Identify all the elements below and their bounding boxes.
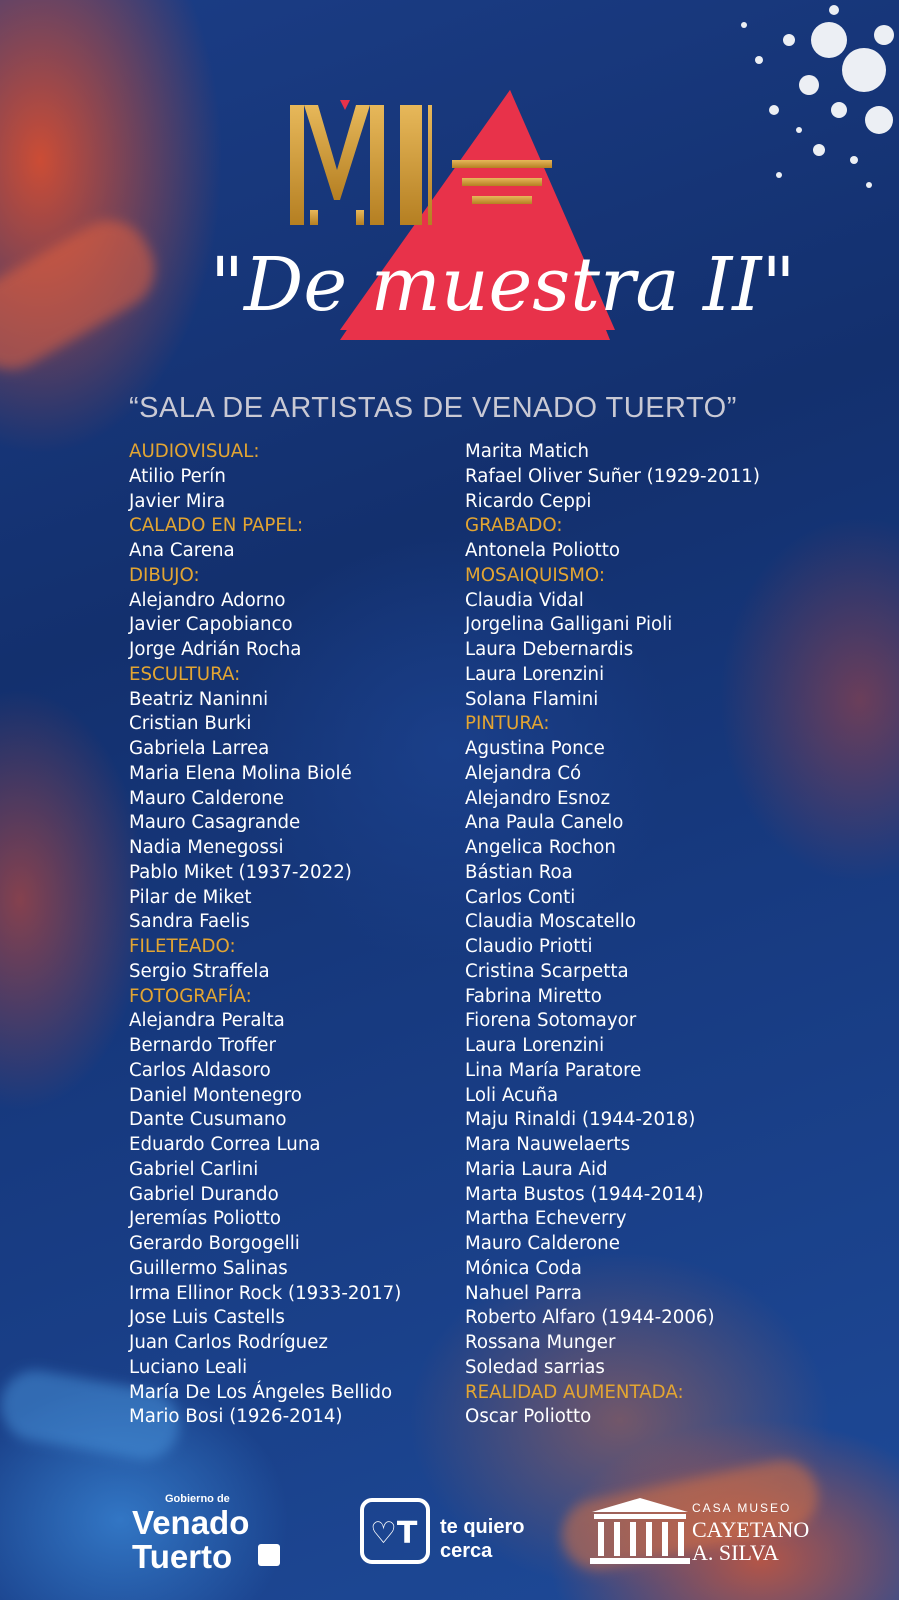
artist-name: Maju Rinaldi (1944-2018) [465, 1109, 696, 1131]
artist-name: Gabriel Carlini [129, 1158, 259, 1180]
show-title: "De muestra II" [210, 242, 796, 328]
artist-name: Mauro Calderone [465, 1233, 620, 1254]
artist-name: Nadia Menegossi [129, 837, 284, 858]
artist-name: Alejandra Có [465, 762, 582, 784]
artist-name: Sandra Faelis [129, 911, 250, 933]
te-quiero-line1: te quiero [440, 1516, 525, 1538]
artist-name: Rossana Munger [465, 1332, 616, 1353]
artist-name: Pilar de Miket [129, 886, 252, 908]
artist-name: Marta Bustos (1944-2014) [465, 1183, 704, 1205]
artist-name: Oscar Poliotto [465, 1406, 592, 1428]
artist-column-left [129, 440, 489, 1430]
artist-name: Javier Mira [129, 490, 226, 512]
artist-name: Cristian Burki [129, 713, 252, 735]
artist-name: Jose Luis Castells [129, 1307, 285, 1329]
logo-text: MIA [200, 90, 202, 91]
sponsor-logos [0, 1490, 899, 1580]
artist-name: Gabriel Durando [129, 1183, 279, 1205]
artist-name: Pablo Miket (1937-2022) [129, 861, 352, 883]
artist-name: Rafael Oliver Suñer (1929-2011) [465, 465, 760, 487]
artist-name: Bernardo Troffer [129, 1035, 276, 1056]
category-heading: PINTURA: [465, 713, 550, 735]
artist-name: Claudia Vidal [465, 589, 584, 611]
artist-name: Soledad sarrias [465, 1356, 605, 1378]
artist-name: Roberto Alfaro (1944-2006) [465, 1307, 715, 1329]
artist-name: Ana Carena [129, 540, 235, 561]
artist-name: Carlos Conti [465, 886, 576, 908]
artist-name: Alejandro Adorno [129, 589, 286, 611]
artist-name: Gabriela Larrea [129, 738, 270, 759]
category-heading: AUDIOVISUAL: [129, 441, 260, 462]
artist-name: Angelica Rochon [465, 837, 616, 858]
artist-name: Alejandra Peralta [129, 1010, 285, 1032]
artist-name: Carlos Aldasoro [129, 1059, 271, 1081]
artist-name: Mónica Coda [465, 1257, 582, 1279]
artist-name: Cristina Scarpetta [465, 960, 629, 982]
artist-name: Bástian Roa [465, 861, 573, 883]
artist-name: Irma Ellinor Rock (1933-2017) [129, 1282, 402, 1304]
artist-name: Laura Lorenzini [465, 663, 605, 685]
artist-name: Antonela Poliotto [465, 540, 620, 561]
artist-name: Jorgelina Galligani Pioli [465, 614, 673, 636]
artist-name: Fabrina Miretto [465, 985, 602, 1007]
artist-name: Loli Acuña [465, 1084, 559, 1106]
category-heading: FOTOGRAFÍA: [129, 985, 252, 1007]
mia-logo [200, 90, 796, 350]
te-quiero-line2: cerca [440, 1540, 493, 1562]
artist-name: Solana Flamini [465, 688, 599, 710]
venado-line2: Tuerto [132, 1538, 233, 1575]
artist-name: Mauro Casagrande [129, 812, 301, 834]
artist-name: Guillermo Salinas [129, 1257, 288, 1279]
artist-name: Gerardo Borgogelli [129, 1233, 300, 1254]
category-heading: ESCULTURA: [129, 663, 241, 685]
category-heading: REALIDAD AUMENTADA: [465, 1381, 684, 1403]
artist-name: Juan Carlos Rodríguez [129, 1332, 328, 1353]
artist-name: Atilio Perín [129, 465, 226, 487]
museo-line2: CAYETANO [692, 1517, 810, 1542]
artist-name: Nahuel Parra [465, 1282, 582, 1304]
category-heading: FILETEADO: [129, 936, 236, 957]
artist-name: Luciano Leali [129, 1356, 248, 1378]
artist-name: Agustina Ponce [465, 738, 605, 759]
venado-small: Gobierno de [165, 1493, 230, 1505]
te-quiero-badge-text: ♡T [370, 1516, 418, 1551]
museo-line1: CASA MUSEO [692, 1501, 792, 1515]
artist-name: Laura Lorenzini [465, 1035, 605, 1056]
artist-name: Daniel Montenegro [129, 1084, 302, 1106]
artist-name: Mara Nauwelaerts [465, 1134, 631, 1155]
museum-icon [590, 1498, 690, 1564]
artist-name: Jorge Adrián Rocha [129, 639, 302, 660]
artist-column-right [465, 440, 825, 1430]
museo-line3: A. SILVA [692, 1540, 779, 1565]
artist-name: Mauro Calderone [129, 787, 284, 809]
artist-name: Claudio Priotti [465, 936, 593, 957]
artist-name: Beatriz Naninni [129, 688, 269, 710]
venado-line1: Venado [132, 1504, 250, 1541]
artist-name: Laura Debernardis [465, 639, 634, 660]
category-heading: MOSAIQUISMO: [465, 564, 606, 586]
artist-name: Marita Matich [465, 441, 589, 462]
deer-icon [258, 1544, 280, 1566]
category-heading: CALADO EN PAPEL: [129, 515, 304, 537]
artist-name: Maria Elena Molina Biolé [129, 762, 352, 784]
artist-name: Mario Bosi (1926-2014) [129, 1406, 343, 1428]
artist-name: Sergio Straffela [129, 960, 270, 982]
artist-name: Claudia Moscatello [465, 911, 636, 933]
artist-name: Alejandro Esnoz [465, 787, 611, 809]
artist-name: Martha Echeverry [465, 1208, 627, 1230]
artist-name: Javier Capobianco [129, 614, 293, 636]
subtitle: “SALA DE ARTISTAS DE VENADO TUERTO” [129, 392, 737, 424]
artist-name: Maria Laura Aid [465, 1158, 608, 1180]
artist-name: María De Los Ángeles Bellido [129, 1381, 393, 1403]
artist-name: Dante Cusumano [129, 1109, 287, 1131]
artist-name: Fiorena Sotomayor [465, 1010, 637, 1032]
artist-name: Ana Paula Canelo [465, 812, 624, 834]
artist-name: Jeremías Poliotto [129, 1208, 282, 1230]
artist-name: Eduardo Correa Luna [129, 1134, 321, 1155]
artist-name: Lina María Paratore [465, 1059, 642, 1081]
artist-name: Ricardo Ceppi [465, 490, 592, 512]
category-heading: GRABADO: [465, 515, 563, 537]
category-heading: DIBUJO: [129, 564, 200, 586]
